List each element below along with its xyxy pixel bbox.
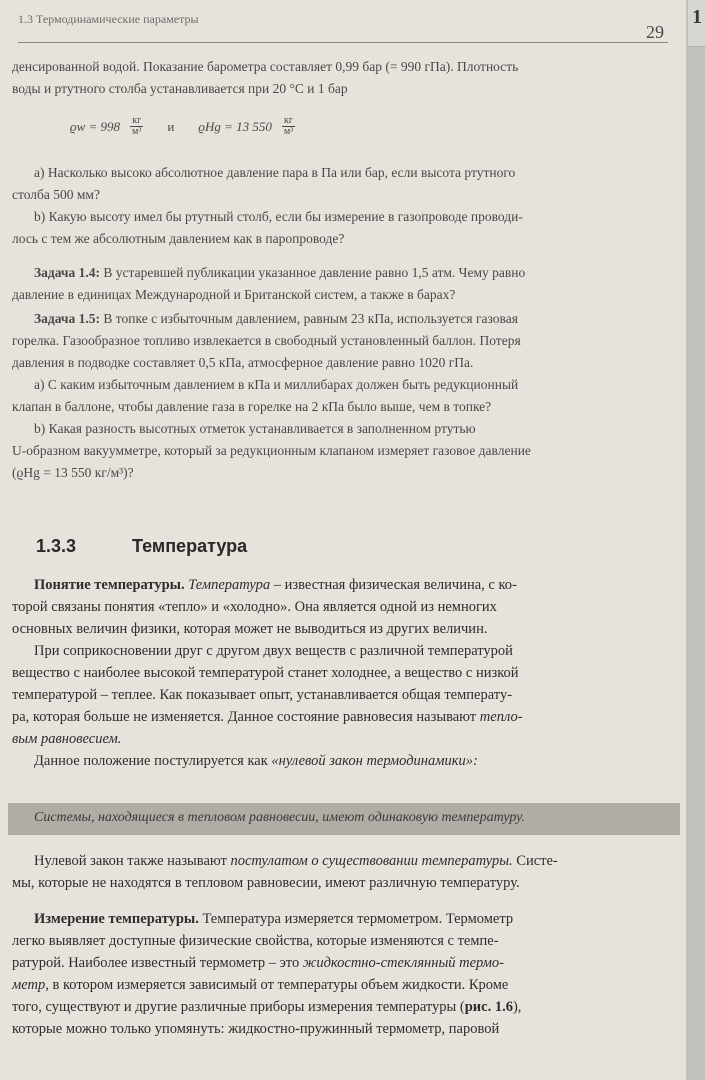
zero-law-line: Систе- bbox=[516, 853, 558, 869]
formula-unit bbox=[130, 116, 143, 137]
task-line: В устаревшей публикации указанное давление равно 1,5 атм. Чему равно bbox=[103, 265, 526, 280]
task-line: a) С каким избыточным давлением в кПа и миллибарах должен быть редукционный bbox=[34, 377, 519, 392]
task-line: В топке с избыточным давлением, равным 23 кПа, используется газовая bbox=[103, 311, 518, 326]
section-heading bbox=[36, 536, 248, 557]
question-line: столба 500 мм? bbox=[12, 187, 100, 202]
concept-paragraph bbox=[12, 574, 676, 772]
concept-line: – известная физическая величина, с ко- bbox=[273, 577, 517, 593]
task-label: Задача 1.5: bbox=[34, 311, 101, 326]
task-label: Задача 1.4: bbox=[34, 265, 101, 280]
running-header-title: 1.3 Термодинамические параметры bbox=[18, 12, 199, 26]
density-formula bbox=[70, 116, 295, 137]
concept-line: температурой – теплее. Как показывает опыт, устанавливается общая температу- bbox=[12, 687, 513, 703]
concept-line: ра, которая больше не изменяется. Данное состояние равновесия называют bbox=[12, 709, 477, 725]
concept-line: Данное положение постулируется как bbox=[34, 753, 268, 769]
task-1-4 bbox=[12, 262, 676, 306]
question-b bbox=[12, 206, 676, 250]
unit-numerator: кг bbox=[284, 115, 293, 126]
unit-numerator: кг bbox=[132, 115, 142, 126]
chapter-tab bbox=[688, 0, 705, 47]
intro-paragraph bbox=[12, 56, 676, 100]
measurement-line: ратурой. Наиболее известный термометр – это bbox=[12, 955, 300, 971]
measurement-line: легко выявляет доступные физические свойства, которые изменяются с темпе- bbox=[12, 933, 499, 949]
highlight-box bbox=[8, 803, 680, 835]
page-number: 29 bbox=[646, 22, 664, 42]
formula-water: ϱw = 998 bbox=[70, 118, 121, 134]
concept-term: Температура bbox=[188, 577, 271, 593]
measurement-paragraph bbox=[12, 908, 676, 1040]
figure-reference: рис. 1.6 bbox=[464, 999, 513, 1015]
running-header bbox=[18, 8, 668, 43]
chapter-tab-number: 1 bbox=[692, 6, 702, 28]
adjacent-page-edge bbox=[686, 0, 705, 1080]
formula-unit bbox=[282, 116, 295, 137]
highlight-text: Системы, находящиеся в тепловом равновесии, имеют одинаковую температуру. bbox=[34, 810, 526, 825]
zero-law-line: Нулевой закон также называют bbox=[34, 853, 227, 869]
task-line: (ϱHg = 13 550 кг/м³)? bbox=[12, 465, 134, 480]
formula-mercury: ϱHg = 13 550 bbox=[198, 118, 272, 134]
section-number: 1.3.3 bbox=[36, 536, 77, 556]
measurement-term: жидкостно-стеклянный термо- bbox=[302, 955, 504, 971]
measurement-label: Измерение температуры. bbox=[34, 911, 199, 927]
task-line: горелка. Газообразное топливо извлекается в свободный установленный баллон. Потеря bbox=[12, 333, 521, 348]
measurement-line: Температура измеряется термометром. Термометр bbox=[202, 911, 514, 927]
measurement-line: которые можно только упомянуть: жидкостно-пружинный термометр, паровой bbox=[12, 1021, 500, 1037]
unit-denominator: м³ bbox=[283, 126, 294, 137]
task-line: давления в подводке составляет 0,5 кПа, атмосферное давление равно 1020 гПа. bbox=[12, 355, 474, 370]
question-a bbox=[12, 162, 676, 206]
concept-line: При соприкосновении друг с другом двух веществ с различной температурой bbox=[34, 643, 513, 659]
question-line: лось с тем же абсолютным давлением как в паропроводе? bbox=[12, 231, 345, 246]
concept-line: вещество с наиболее высокой температурой станет холоднее, а вещество с низкой bbox=[12, 665, 519, 681]
concept-line: торой связаны понятия «тепло» и «холодно». Она является одной из немногих bbox=[12, 599, 497, 615]
task-1-5 bbox=[12, 308, 676, 484]
measurement-line: ), bbox=[512, 999, 522, 1015]
zero-law-line: мы, которые не находятся в тепловом равновесии, имеют различную температуру. bbox=[12, 875, 520, 891]
unit-denominator: м³ bbox=[132, 126, 142, 137]
zero-law-term: постулатом о существовании температуры. bbox=[230, 853, 513, 869]
intro-line: воды и ртутного столба устанавливается при 20 °С и 1 бар bbox=[12, 81, 348, 96]
concept-line: основных величин физики, которая может не выводиться из других величин. bbox=[12, 621, 488, 637]
concept-label: Понятие температуры. bbox=[34, 577, 185, 593]
measurement-term: метр, bbox=[12, 977, 49, 993]
formula-and: и bbox=[167, 118, 175, 134]
task-line: b) Какая разность высотных отметок устанавливается в заполненном ртутью bbox=[34, 421, 476, 436]
concept-term-italic: вым равновесием. bbox=[12, 731, 122, 747]
task-line: давление в единицах Международной и Британской систем, а также в барах? bbox=[12, 287, 456, 302]
zero-law-paragraph bbox=[12, 850, 676, 894]
question-line: a) Насколько высоко абсолютное давление пара в Па или бар, если высота ртутного bbox=[34, 165, 516, 180]
question-line: b) Какую высоту имел бы ртутный столб, если бы измерение в газопроводе проводи- bbox=[34, 209, 523, 224]
measurement-line: в котором измеряется зависимый от температуры объем жидкости. Кроме bbox=[52, 977, 509, 993]
concept-term-italic: тепло- bbox=[479, 709, 523, 725]
measurement-line: того, существуют и другие различные приборы измерения температуры ( bbox=[12, 999, 465, 1015]
zero-law-term: «нулевой закон термодинамики»: bbox=[271, 753, 478, 769]
task-line: клапан в баллоне, чтобы давление газа в горелке на 2 кПа было выше, чем в топке? bbox=[12, 399, 492, 414]
task-line: U-образном вакуумметре, который за редукционным клапаном измеряет газовое давление bbox=[12, 443, 531, 458]
section-title: Температура bbox=[132, 536, 248, 556]
intro-line: денсированной водой. Показание барометра составляет 0,99 бар (= 990 гПа). Плотность bbox=[12, 59, 519, 74]
